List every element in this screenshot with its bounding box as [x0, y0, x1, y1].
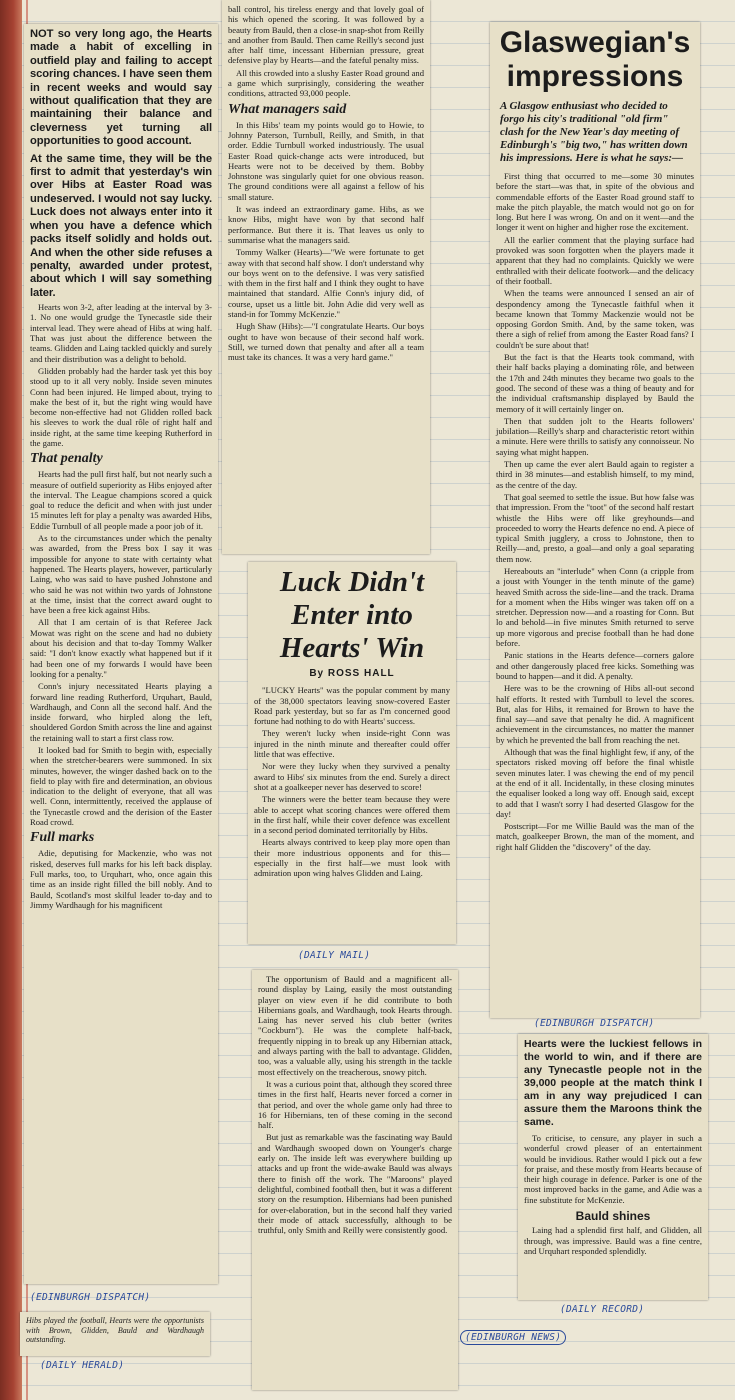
caption-text: Hibs played the football, Hearts were the opportunists with Brown, Glidden, Bauld and Wardhaugh outstanding. [26, 1316, 204, 1344]
body-paragraph: "LUCKY Hearts" was the popular comment by many of the 38,000 spectators leaving snow-covered Easter Road park yesterday, but so far as I'm concerned good fortune had nothing to do with Hearts' success. [254, 685, 450, 727]
body-paragraph: When the teams were announced I sensed an air of despondency among the Tynecastle faithful when it became known that Tommy Mackenzie would not be opposing Gordon Smith. And, by the same token, was there a sigh of relief from among the Easter Road fans? I couldn't be sure about that! [496, 288, 694, 350]
clipping-left-match-report [24, 24, 218, 1284]
body-paragraph: All this crowded into a slushy Easter Road ground and a game which surprisingly, considering the weather conditions, attracted 93,000 people. [228, 67, 424, 99]
body-paragraph: Conn's injury necessitated Hearts playing a forward line reading Rutherford, Urquhart, Bauld, Wardhaugh, and Conn all the second half. And the inside forward, who hirpled along the left, shouldered Gordon Smith across the line and against the retaining wall to start a first class row. [30, 681, 212, 743]
clipping-middle-top [222, 0, 430, 554]
subheading-that-penalty: That penalty [30, 451, 103, 467]
body-paragraph: They weren't lucky when inside-right Conn was injured in the ninth minute and thereafter could offer little that was effective. [254, 728, 450, 760]
quote-paragraph: Hugh Shaw (Hibs):—"I congratulate Hearts. Our boys ought to have won because of their second half work. Still, we turned down that penalty and after all a team must take its chances. It was a very hard game." [228, 321, 424, 363]
source-note-edinburgh-dispatch-2: (EDINBURGH DISPATCH) [534, 1018, 655, 1029]
body-paragraph: To criticise, to censure, any player in such a wonderful crowd pleaser of an entertainment would be invidious. Rather would I pick out a few for praise, and these mostly from Hearts because of their high courage in defence. Parker is one of the most improved backs in the game, and Adie was a fine substitute for McKenzie. [524, 1133, 702, 1205]
body-paragraph: First thing that occurred to me—some 30 minutes before the start—was that, in spite of the obvious and commendable efforts of the Easter Road ground staff to make the pitch playable, the match would not go on for long. But here I was wrong. On and on it went—and the longer it went on higher and higher rose the excitement. [496, 171, 694, 233]
body-paragraph: That goal seemed to settle the issue. But how false was that impression. From the "toot" of the second half restart whistle the Hibs were off like greyhounds—and proceeded to worry the Hearts defence no end. A piece of typical Smith jugglery, a cross to Johnstone, then to Reilly—and, presto, a goal—and only a goal separating them now. [496, 491, 694, 564]
body-paragraph: It was indeed an extraordinary game. Hibs, as we know Hibs, might have won by that second half performance. But there it is. That leaves us only to summarise what the managers said. [228, 204, 424, 245]
body-paragraph: In this Hibs' team my points would go to Howie, to Johnny Paterson, Turnbull, Reilly, and Smith, in that order. Eddie Turnbull worked industriously. The usual Easter Road quick-change acts were introduced, but Hearts were not to be deceived by them. Bobby Johnstone was singularly quiet for one obvious reason. The ground conditions were all against a fellow of his small stature. [228, 119, 424, 202]
body-paragraph: Hereabouts an "interlude" when Conn (a cripple from a joust with Younger in the tenth minute of the game) heaved Smith across the side-line—and the track. Drama for a moment when the Hibs winger was taken off on a stretcher. Depression now—and a roasting for Conn. But lo and behold—in five minutes Smith returned to serve up more vigorous and precise football than he had done before. [496, 565, 694, 649]
body-paragraph: Although that was the final highlight few, if any, of the spectators risked moving off before the final whistle seven minutes later. I was chewing the end of my pencil at the end of it all. Incidentally, in these closing minutes the equaliser looked a long way off. Enough said, except to add that I wasn't sorry I had deserted Glasgow for the day! [496, 747, 694, 819]
body-paragraph: All that I am certain of is that Referee Jack Mowat was right on the scene and had no dubiety about his decision and that to-day Tommy Walker said: "I don't know exactly what happened but if it had been one of my forwards I would have been looking for a penalty." [30, 617, 212, 679]
source-note-edinburgh-news: (EDINBURGH NEWS) [460, 1330, 566, 1345]
body-paragraph: Hearts always contrived to keep play more open than their more industrious opponents and for this—especially in the first half—we must look with admiration upon wing halves Glidden and Laing. [254, 837, 450, 879]
headline: Glaswegian's impressions [499, 26, 691, 93]
body-paragraph: Adie, deputising for Mackenzie, who was not risked, deserves full marks for his left back display. Full marks, too, to Urquhart, who, once again this time as an inside right filled the bill nobly. And to Bauld, Scotland's most skilful leader to-day and to Jimmy Wardhaugh for his magnificent [30, 848, 212, 910]
lead-text: NOT so very long ago, the Hearts made a habit of excelling in outfield play and failing to accept scoring chances. I have seen them in recent weeks and would say without qualification that they are maintaining their balance and cleverness yet turning all opportunities to good account. [30, 28, 212, 148]
source-note-edinburgh-dispatch: (EDINBURGH DISPATCH) [30, 1292, 151, 1303]
lead-paragraph [30, 28, 212, 300]
scrapbook-binding [0, 0, 22, 1400]
body-paragraph: But just as remarkable was the fascinating way Bauld and Wardhaugh swooped down on Younger's charge early on. The inside left was everywhere building up attacks and up front the wide-awake Bauld was always there to finish off the work. The "Maroons" played delightful, combined football then, but it was a different story on the resumption. Hibernians had been punished for over-elaboration, but in the second half they varied their mode of attack successfully, although to be truthful, only Smith and Reilly were consistently good. [258, 1132, 452, 1236]
body-paragraph: Hearts won 3-2, after leading at the interval by 3-1. No one would grudge the Tynecastle side their interval lead. They were ahead of Hibs at wing half. That was just about the difference between the teams. Glidden and Laing tackled quickly and surely and their distribution was a delight to behold. [30, 302, 212, 364]
clipping-daily-herald-caption [20, 1312, 210, 1356]
clipping-daily-mail [248, 562, 456, 944]
subheading-full-marks: Full marks [30, 830, 95, 846]
body-paragraph: Here was to be the crowning of Hibs all-out second half efforts. It rested with Turnbull to level the scores. But, alas for Hibs, it remained for Brown to have the final say—and save that penalty he did. A magnificent achievement in the circumstances, no matter the manner by which he prevented the ball from reaching the net. [496, 683, 694, 745]
body-paragraph: Then up came the ever alert Bauld again to register a third in 38 minutes—and establish himself, to my mind, as the centre of the day. [496, 459, 694, 490]
source-note-daily-herald: (DAILY HERALD) [40, 1360, 125, 1371]
record-intro-text: Hearts were the luckiest fellows in the world to win, and if there are any Tynecastle people not in the 39,000 people at the match think I am in any way prejudiced I can assure them the Maroons think the same. [524, 1038, 702, 1128]
body-paragraph: But the fact is that the Hearts took command, with their half backs playing a dominating rôle, and between the 17th and 24th minutes they became two goals to the good. The second of these was a thing of beauty and for the individual craftsmanship displayed by Bauld the memory of it will certainly linger on. [496, 352, 694, 414]
body-paragraph: The opportunism of Bauld and a magnificent all-round display by Laing, easily the most outstanding player on view even if he did contribute to both Hibernians goals, and Wardhaugh, took Hearts through. Laing has never served his club better (writes "Cockburn"). He was the complete half-back, frequently nipping in to break up any Hibernian attack, and always parting with the ball to advantage. Glidden, too, was a valuable ally, using his strength in the tackle most effectively on the treacherous, snowy pitch. [258, 974, 452, 1077]
byline: By ROSS HALL [309, 668, 395, 679]
body-paragraph: Hearts had the pull first half, but not nearly such a measure of outfield superiority as Hibs enjoyed after the interval. The League champions scored a quick goal to reduce the deficit and when with just under 15 minutes left for play a penalty was awarded Hibs, Eddie Turnbull of all people made a poor job of it. [30, 469, 212, 531]
source-note-daily-record: (DAILY RECORD) [560, 1304, 645, 1315]
headline: Luck Didn't Enter into Hearts' Win [279, 566, 425, 664]
body-paragraph: Glidden probably had the harder task yet this boy stood up to it all very nobly. Inside seven minutes Conn had been injured. He limped about, trying to make the best of it, but the right wing would have become non-effective had not Glidden rolled back his sleeves to work the dual rôle of right half and inside right, at the same time keeping Rutherford in the game. [30, 365, 212, 448]
body-paragraph: ball control, his tireless energy and that lovely goal of his which opened the scoring. It was followed by a beauty from Bauld, then a close-in snap-shot from Reilly and another from Bauld. Then came Reilly's second just after half time, incessant Hibernian pressure, great defensive play by Hearts—and the fateful penalty miss. [228, 4, 424, 66]
body-paragraph: It looked bad for Smith to begin with, especially when the stretcher-bearers were summoned. In six minutes, however, the winger dashed back on to the field to play with fire and determination, an obvious indication to the delight of everyone, that all was well. Conn, intermittently, received the applause of the Tynecastle crowd and the derision of the Easter Road crowd. [30, 745, 212, 828]
clipping-daily-record [518, 1034, 708, 1300]
quote-paragraph: Tommy Walker (Hearts)—"We were fortunate to get away with that second half show. I don't understand why our boys went on to the defensive. I was very satisfied with them in the first half and I think they ought to have maintained that standard. Alfie Conn's injury did, of course, upset us a little bit. John Adie did very well as stand-in for Tommy McKenzie." [228, 247, 424, 320]
clipping-edinburgh-news [252, 970, 458, 1390]
body-paragraph: All the earlier comment that the playing surface had provoked was soon forgotten when the players made it apparent that they had no complaints. Quickly we were enthralled with their delicate footwork—and the delicacy of their football. [496, 234, 694, 286]
body-paragraph: As to the circumstances under which the penalty was awarded, from the Press box I say it was impossible for anyone to state with certainty what happened. The Hearts players, however, particularly Laing, who was said to have pushed Johnstone and who said he was not within two yards of Johnstone at the time, insist that the correct award ought to have been a free kick against Hibs. [30, 533, 212, 616]
body-paragraph: Postscript—For me Willie Bauld was the man of the match, goalkeeper Brown, the man of the moment, and right half Glidden the "discovery" of the day. [496, 821, 694, 852]
body-paragraph: It was a curious point that, although they scored three times in the first half, Hearts never forced a corner in that period, and over the whole game only had three to 16 for Hibernians, ten of these coming in the second half. [258, 1078, 452, 1131]
body-paragraph: Nor were they lucky when they survived a penalty award to Hibs' six minutes from the end. Surely a direct shot at a goalkeeper never has deserved to score! [254, 761, 450, 792]
body-paragraph: Laing had a splendid first half, and Glidden, all through, was impressive. Bauld was a fine centre, and Urquhart responded splendidly. [524, 1225, 702, 1256]
record-intro [524, 1038, 702, 1129]
body-paragraph: The winners were the better team because they were able to accept what scoring chances were offered them in the first half, while their cover defence was excellent in a second period dominated territorially by Hibs. [254, 794, 450, 836]
clipping-glaswegian-impressions [490, 22, 700, 1018]
lead-text-2: At the same time, they will be the first to admit that yesterday's win over Hibs at Easter Road was undeserved. I would not say lucky. Luck does not always enter into it when you have a defence which packs itself solidly and holds out. And when the other side refuses a penalty, awarded under protest, about which I will say something later. [30, 152, 212, 299]
body-paragraph: Panic stations in the Hearts defence—corners galore and other dangerously placed free kicks. Something was bound to happen—and it did. A penalty. [496, 650, 694, 681]
subheading-bauld-shines: Bauld shines [575, 1209, 651, 1224]
subheading-what-managers-said: What managers said [228, 101, 347, 117]
body-paragraph: Then that sudden jolt to the Hearts followers' jubilation—Reilly's sharp and characteristic retort within a minute. Here were thrills to satisfy any connoisseur. No saying what might happen. [496, 415, 694, 457]
intro-paragraph: A Glasgow enthusiast who decided to forgo his city's traditional "old firm" clash for the New Year's day meeting of Edinburgh's "big two," has written down his impressions. Here is what he says:— [500, 100, 688, 164]
source-note-daily-mail: (DAILY MAIL) [298, 950, 371, 961]
